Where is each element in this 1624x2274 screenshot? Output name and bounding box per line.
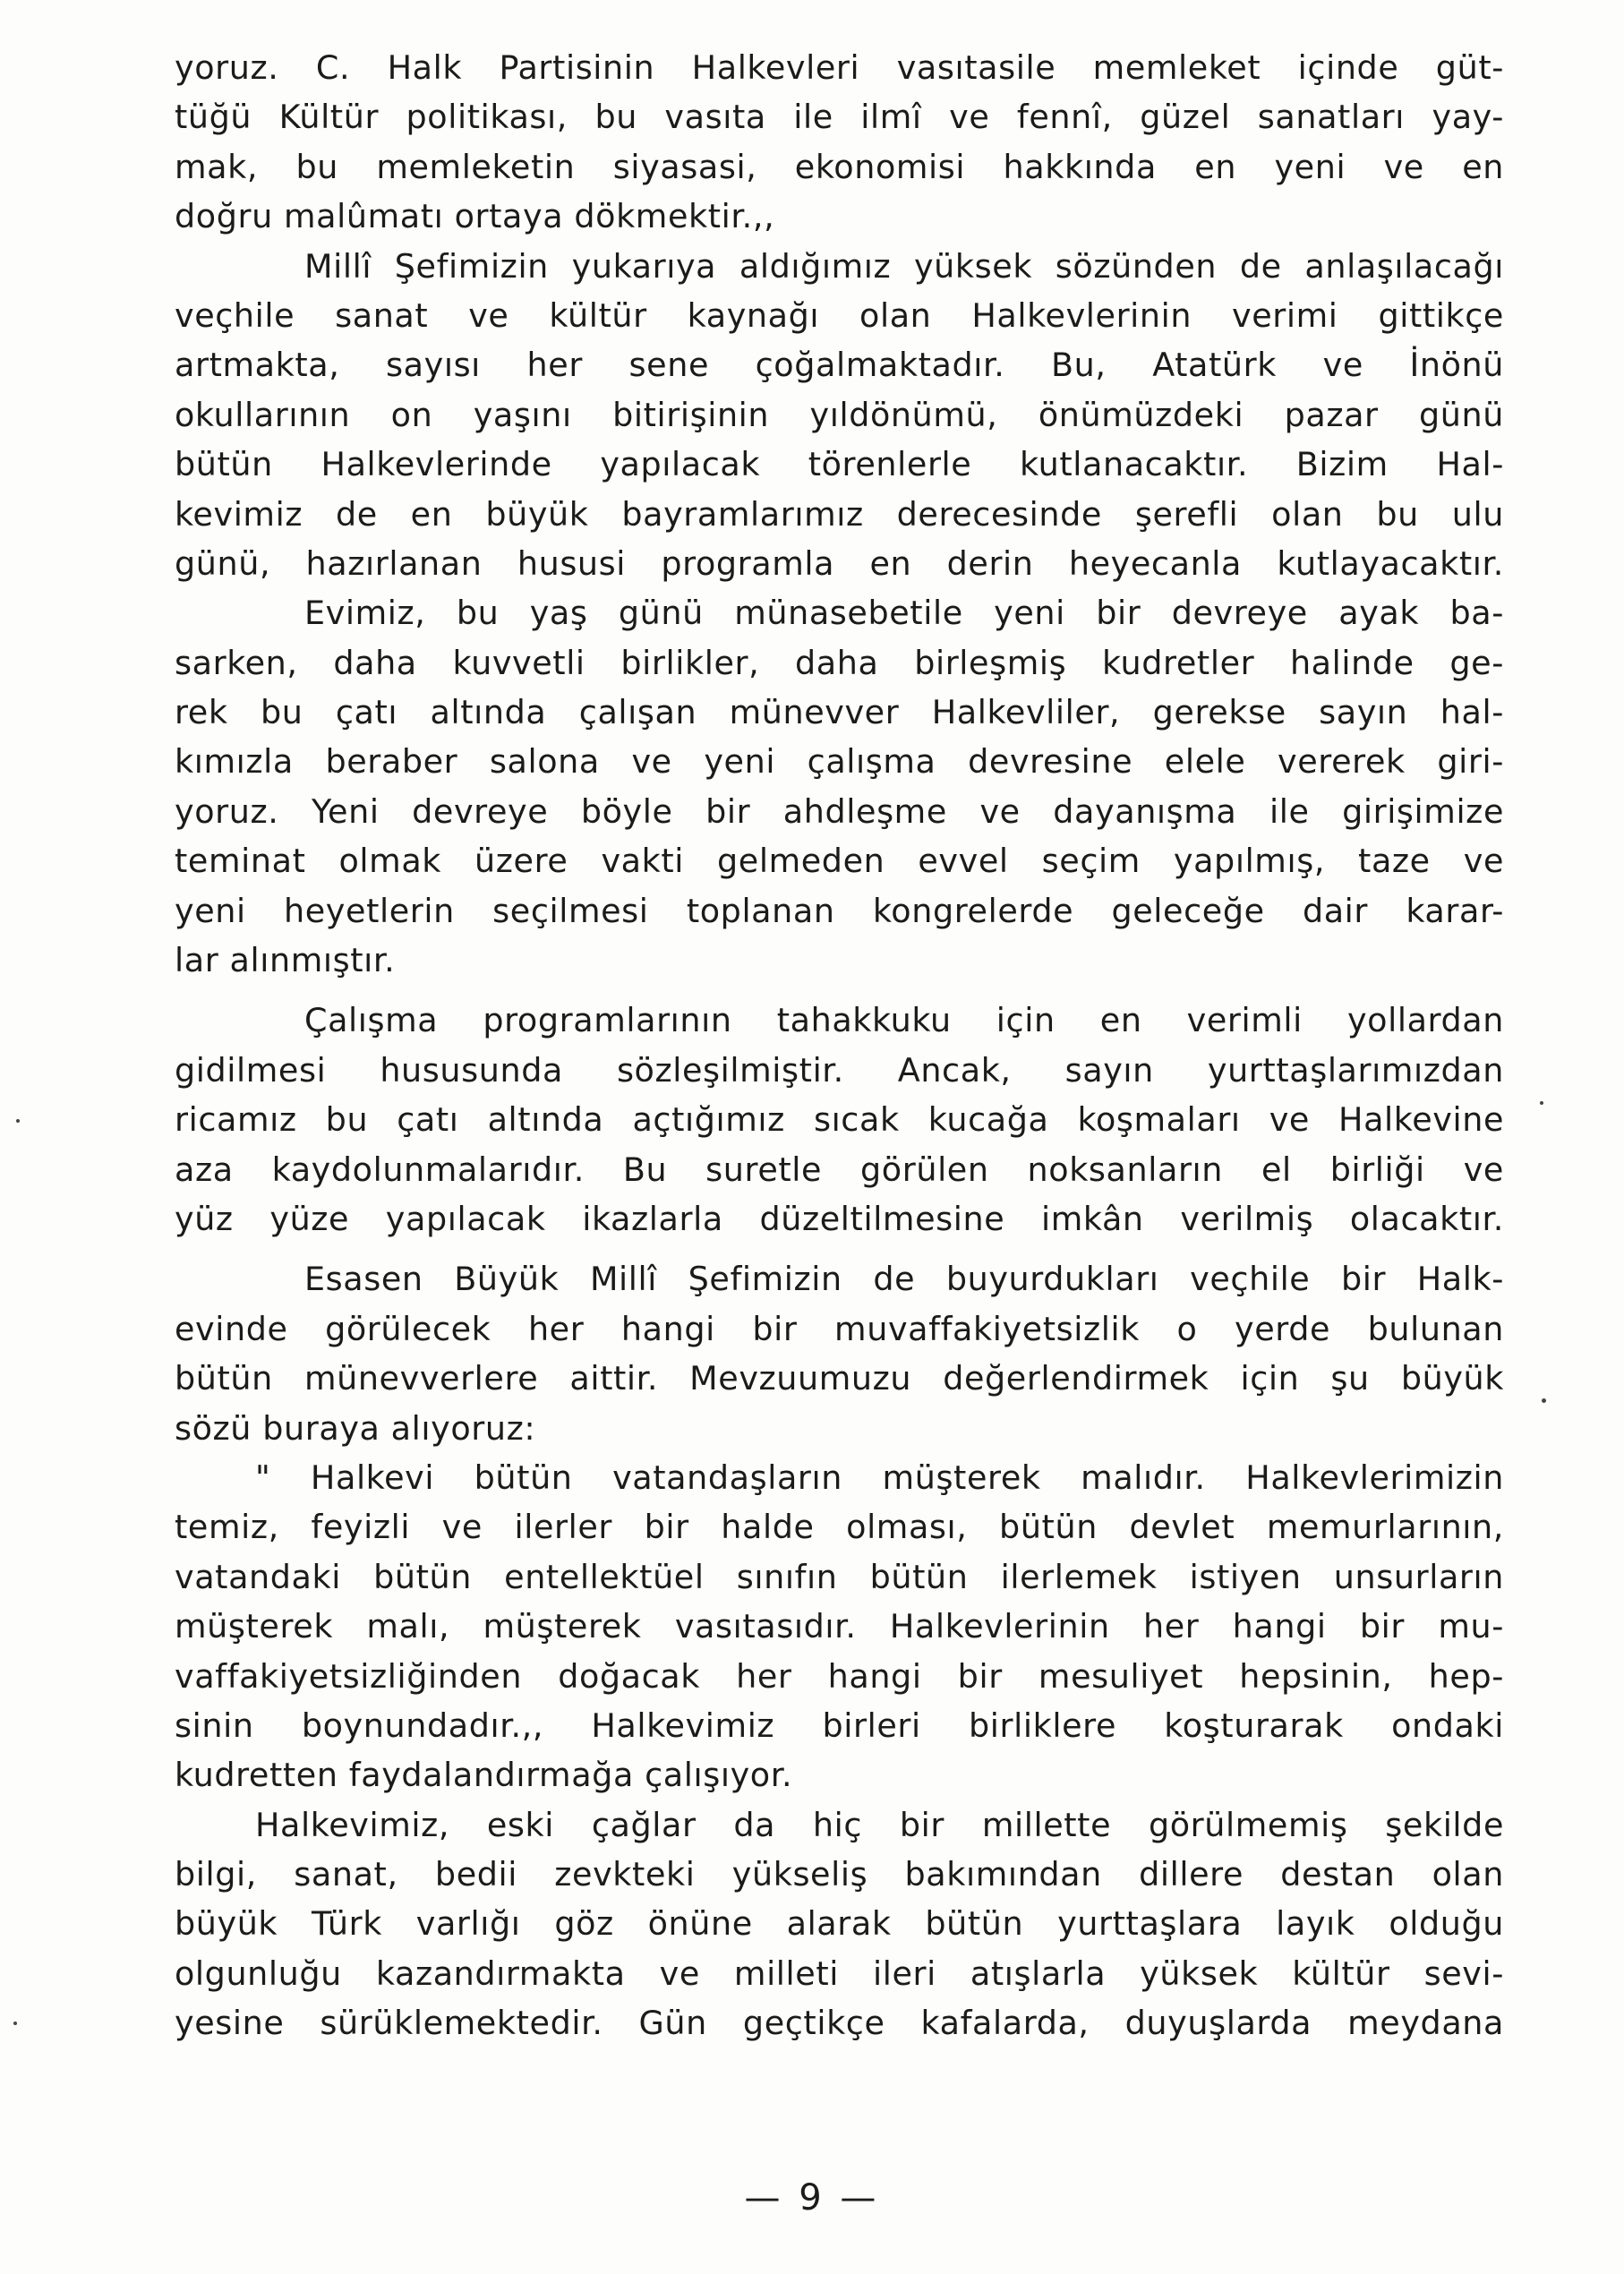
text-line: vaffakiyetsizliğinden doğacak her hangi bir mesuliyet hepsinin, hep- [175, 1656, 1504, 1696]
text-line: okullarının on yaşını bitirişinin yıldönümü, önümüzdeki pazar günü [175, 395, 1504, 434]
text-line: Halkevimiz, eski çağlar da hiç bir millette görülmemiş şekilde [255, 1805, 1504, 1844]
paragraph-gap [175, 1244, 1504, 1254]
text-line: Millî Şefimizin yukarıya aldığımız yüksek sözünden de anlaşılacağı [304, 246, 1504, 286]
text-line: teminat olmak üzere vakti gelmeden evvel seçim yapılmış, taze ve [175, 842, 1504, 881]
text-line: lar alınmıştır. [175, 941, 396, 980]
text-line: yesine sürüklemektedir. Gün geçtikçe kafalarda, duyuşlarda meydana [175, 2004, 1504, 2043]
text-line: ricamız bu çatı altında açtığımız sıcak kucağa koşmaları ve Halkevine [175, 1100, 1504, 1140]
text-line: yoruz. Yeni devreye böyle bir ahdleşme ve dayanışma ile girişimize [175, 791, 1504, 831]
text-line: yeni heyetlerin seçilmesi toplanan kongrelerde geleceğe dair karar- [175, 891, 1504, 930]
text-line: büyük Türk varlığı göz önüne alarak bütün yurttaşlara layık olduğu [175, 1904, 1504, 1944]
text-line: sözü buraya alıyoruz: [175, 1408, 536, 1448]
scan-speck [16, 1119, 20, 1123]
text-line: temiz, feyizli ve ilerler bir halde olması, bütün devlet memurlarının, [175, 1508, 1504, 1547]
text-line: kevimiz de en büyük bayramlarımız derecesinde şerefli olan bu ulu [175, 494, 1504, 534]
text-line: günü, hazırlanan hususi programla en derin heyecanla kutlayacaktır. [175, 543, 1504, 583]
text-line: kımızla beraber salona ve yeni çalışma devresine elele vererek giri- [175, 742, 1504, 782]
paragraph-gap [175, 985, 1504, 996]
scan-speck [1540, 1101, 1543, 1105]
text-line: aza kaydolunmalarıdır. Bu suretle görülen noksanların el birliği ve [175, 1150, 1504, 1189]
text-line: bütün Halkevlerinde yapılacak törenlerle kutlanacaktır. Bizim Hal- [175, 445, 1504, 484]
text-line: gidilmesi hususunda sözleşilmiştir. Ancak, sayın yurttaşlarımızdan [175, 1050, 1504, 1090]
text-line: Esasen Büyük Millî Şefimizin de buyurdukları veçhile bir Halk- [304, 1260, 1504, 1299]
page-number: — 9 — [744, 2177, 880, 2218]
text-line: yoruz. C. Halk Partisinin Halkevleri vasıtasile memleket içinde güt- [175, 48, 1504, 87]
text-line: rek bu çatı altında çalışan münevver Halkevliler, gerekse sayın hal- [175, 693, 1504, 732]
text-line: bilgi, sanat, bedii zevkteki yükseliş bakımından dillere destan olan [175, 1855, 1504, 1894]
text-line: doğru malûmatı ortaya dökmektir.,, [175, 197, 775, 236]
text-line: Evimiz, bu yaş günü münasebetile yeni bir devreye ayak ba- [304, 594, 1504, 633]
text-line: artmakta, sayısı her sene çoğalmaktadır. Bu, Atatürk ve İnönü [175, 346, 1504, 385]
text-line: vatandaki bütün entellektüel sınıfın bütün ilerlemek istiyen unsurların [175, 1557, 1504, 1596]
text-line: kudretten faydalandırmağa çalışıyor. [175, 1756, 793, 1795]
text-line: yüz yüze yapılacak ikazlarla düzeltilmesine imkân verilmiş olacaktır. [175, 1199, 1504, 1238]
text-line: mak, bu memleketin siyasasi, ekonomisi hakkında en yeni ve en [175, 147, 1504, 186]
text-line: sarken, daha kuvvetli birlikler, daha birleşmiş kudretler halinde ge- [175, 643, 1504, 682]
text-line: veçhile sanat ve kültür kaynağı olan Halkevlerinin verimi gittikçe [175, 295, 1504, 335]
text-line: evinde görülecek her hangi bir muvaffakiyetsizlik o yerde bulunan [175, 1309, 1504, 1348]
text-line: Çalışma programlarının tahakkuku için en verimli yollardan [304, 1001, 1504, 1040]
text-line: sinin boynundadır.,, Halkevimiz birleri birliklere koşturarak ondaki [175, 1706, 1504, 1745]
scan-speck [1542, 1398, 1546, 1403]
text-line: tüğü Kültür politikası, bu vasıta ile ilmî ve fennî, güzel sanatları yay- [175, 98, 1504, 137]
text-line: olgunluğu kazandırmakta ve milleti ileri atışlarla yüksek kültür sevi- [175, 1953, 1504, 1993]
text-line: " Halkevi bütün vatandaşların müşterek malıdır. Halkevlerimizin [255, 1458, 1504, 1497]
text-line: bütün münevverlere aittir. Mevzuumuzu değerlendirmek için şu büyük [175, 1359, 1504, 1398]
body-text [175, 43, 1504, 2048]
scan-speck [13, 2022, 17, 2025]
text-line: müşterek malı, müşterek vasıtasıdır. Halkevlerinin her hangi bir mu- [175, 1607, 1504, 1646]
